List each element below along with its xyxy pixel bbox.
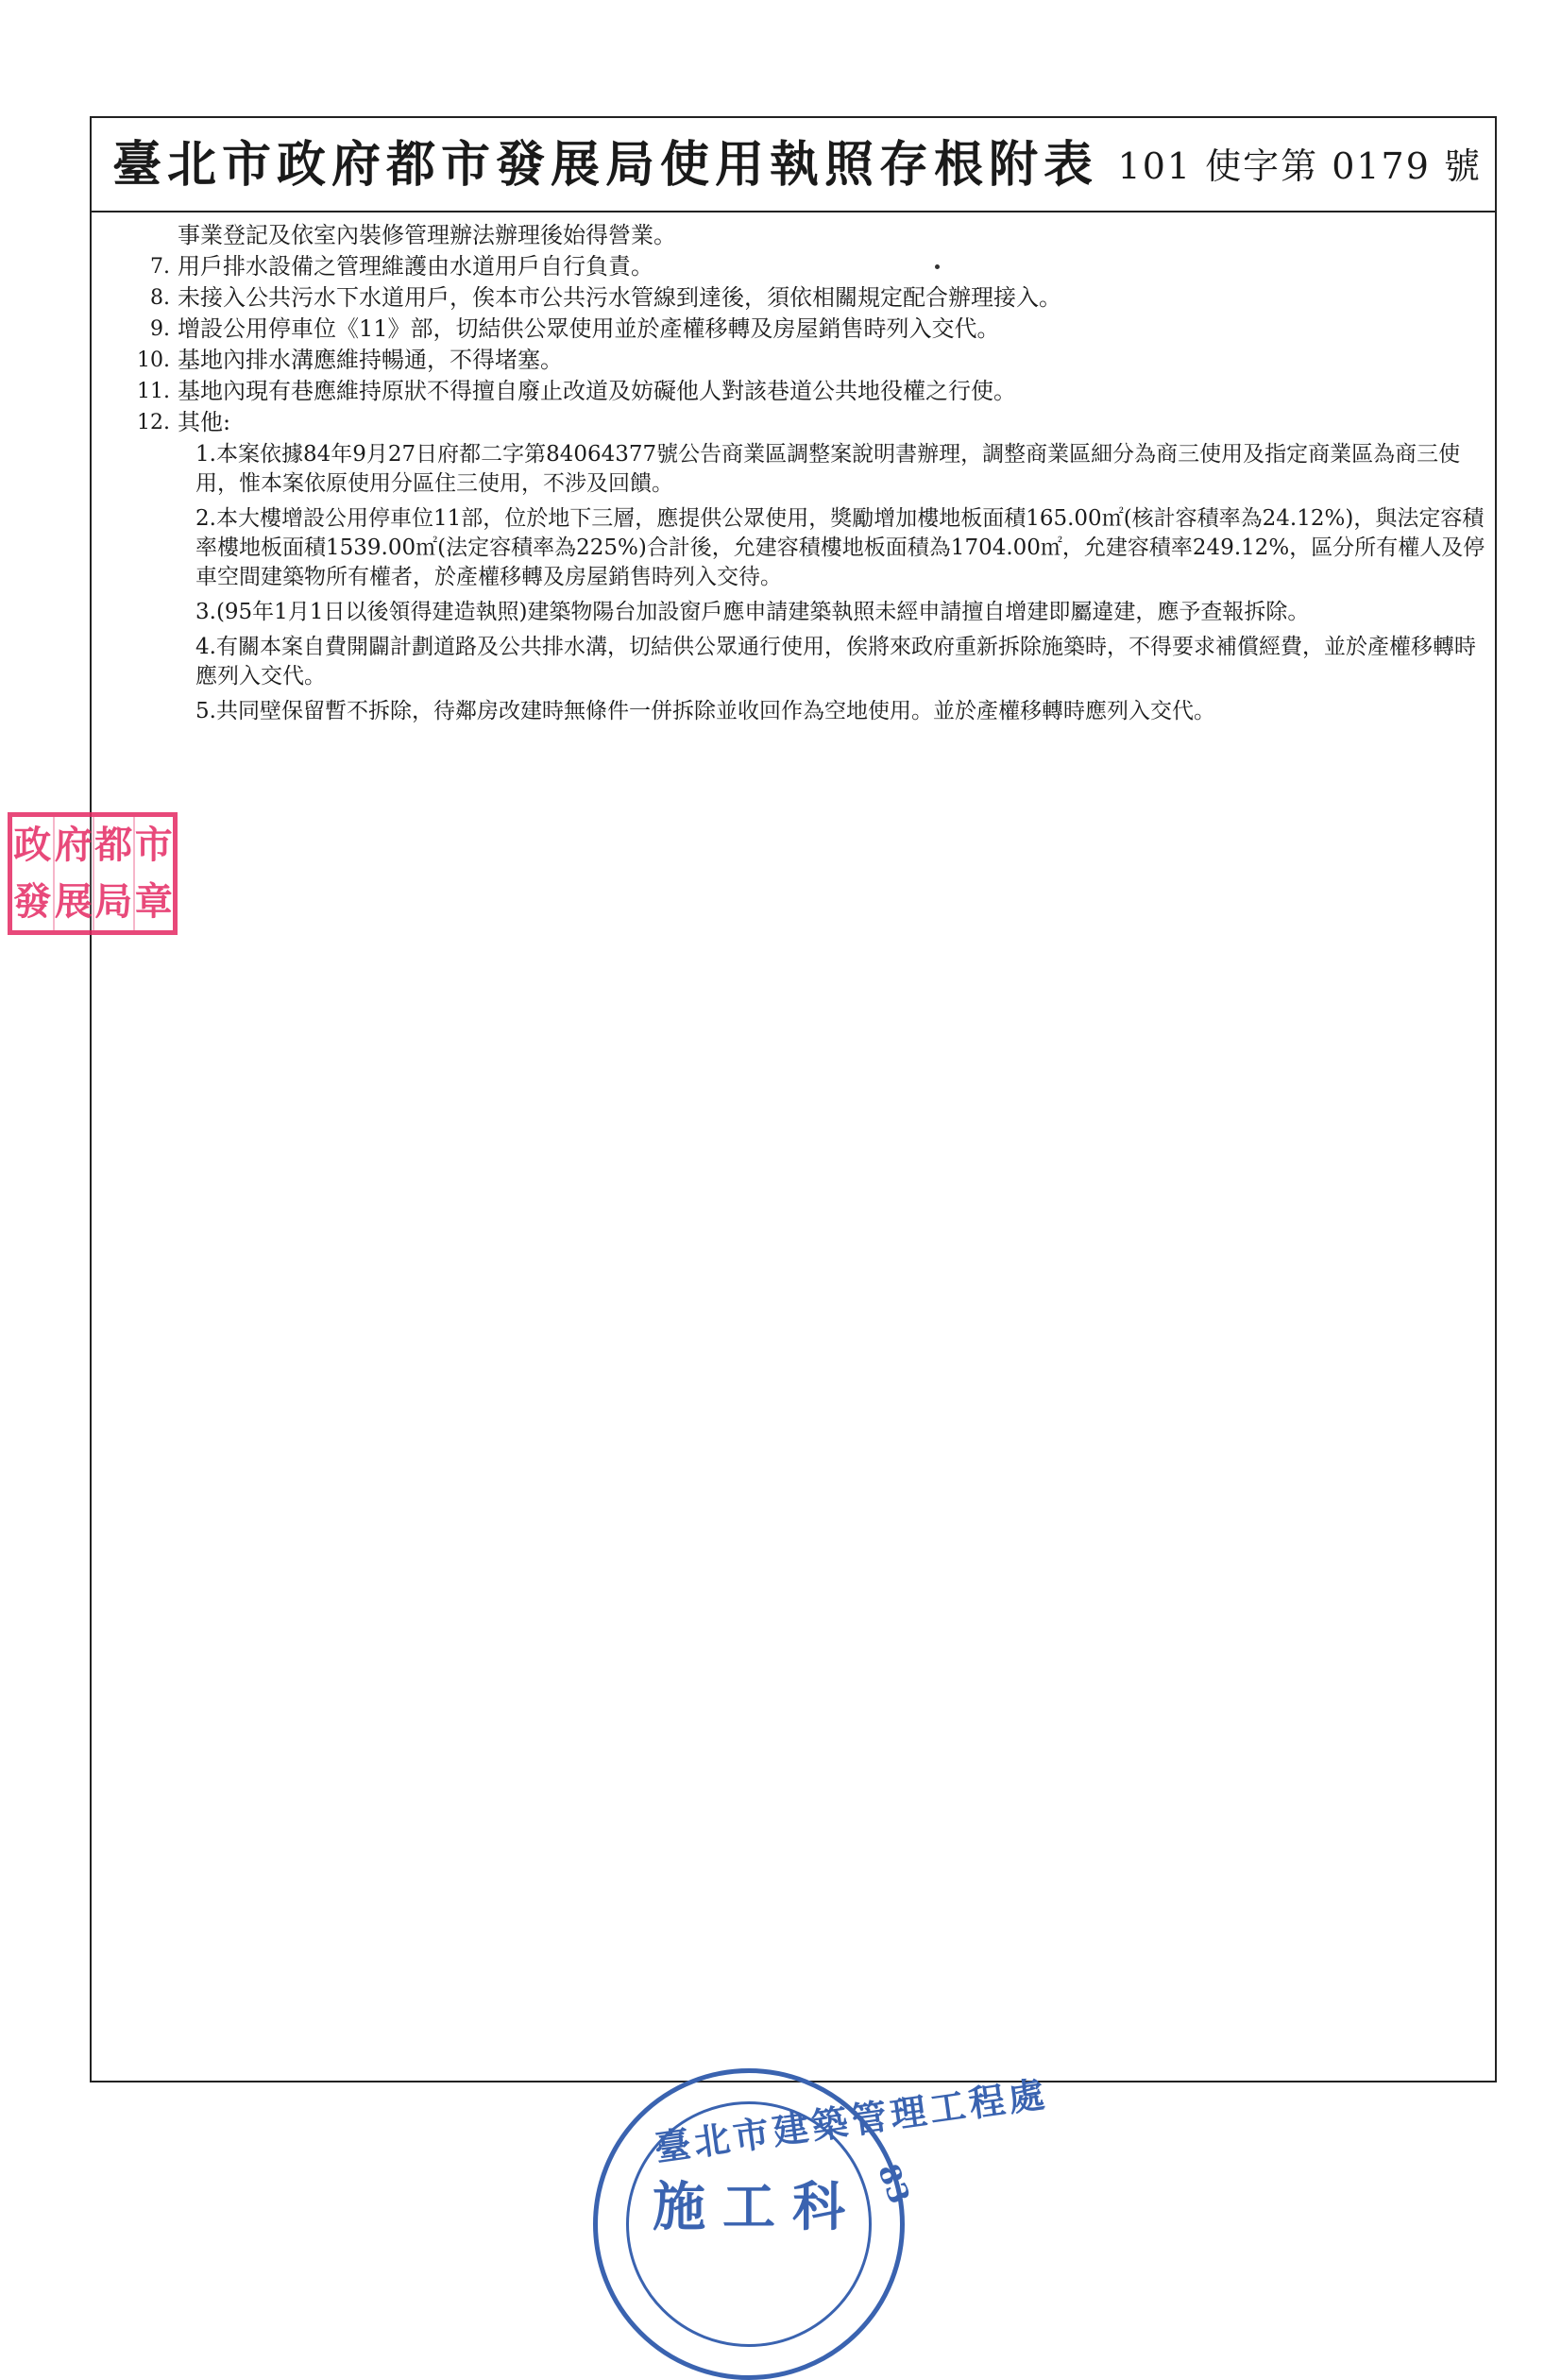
seal-char: 府 <box>53 817 93 874</box>
item-number: 9. <box>150 317 170 341</box>
list-item <box>127 220 1487 251</box>
item-number: 10. <box>137 348 170 372</box>
item-number: 11. <box>137 380 170 403</box>
seal-arc-text: 臺北市建築管理工程處 <box>652 2071 1051 2169</box>
seal-center-text: 施工科 <box>653 2176 862 2238</box>
item-text: 未接入公共污水下水道用戶，俟本市公共污水管線到達後，須依相關規定配合辦理接入。 <box>178 284 1061 311</box>
seal-char: 市 <box>133 817 174 874</box>
item-number: 7. <box>150 255 170 279</box>
scan-speck <box>935 264 940 269</box>
item-number: 12. <box>137 411 170 434</box>
seal-char: 發 <box>13 879 52 924</box>
seal-char: 章 <box>133 874 174 930</box>
other-condition-item: 5.共同壁保留暫不拆除，待鄰房改建時無條件一併拆除並收回作為空地使用。並於產權移轉時應列入交代。 <box>195 699 1215 723</box>
item-text: 事業登記及依室內裝修管理辦法辦理後始得營業。 <box>178 222 676 248</box>
document-header <box>92 118 1495 212</box>
other-condition-item: 2.本大樓增設公用停車位11部，位於地下三層，應提供公眾使用，獎勵增加樓地板面積165.00㎡(核計容積率為24.12%)，與法定容積率樓地板面積1539.00㎡(法定容積率為225%)合計後，允建容積樓地板面積為1704.00㎡，允建容積率249.12%，區分所有權人及停車空間建築物所有權者，於產權移轉及房屋銷售時列入交待。 <box>195 506 1485 589</box>
other-condition-item: 4.有關本案自費開闢計劃道路及公共排水溝，切結供公眾通行使用，俟將來政府重新拆除施築時，不得要求補償經費，並於產權移轉時應列入交代。 <box>195 635 1476 688</box>
permit-number: 101 使字第 0179 號 <box>1117 145 1482 187</box>
list-item <box>127 282 1487 314</box>
seal-char: 局 <box>93 874 133 930</box>
list-item <box>127 407 1487 438</box>
other-condition-item: 1.本案依據84年9月27日府都二字第84064377號公告商業區調整案說明書辦理，調整商業區細分為商三使用及指定商業區為商三使用，惟本案依原使用分區住三使用，不涉及回饋。 <box>195 442 1461 496</box>
seal-char: 政 <box>13 823 52 867</box>
seal-char: 展 <box>53 874 93 930</box>
item-text: 基地內現有巷應維持原狀不得擅自廢止改道及妨礙他人對該巷道公共地役權之行使。 <box>178 378 1016 404</box>
item-text: 用戶排水設備之管理維護由水道用戶自行負責。 <box>178 253 653 280</box>
blue-round-seal-stamp <box>593 2068 1051 2380</box>
item-number: 8. <box>150 286 170 310</box>
red-seal-stamp <box>8 812 178 935</box>
list-item <box>127 345 1487 376</box>
list-item <box>127 314 1487 345</box>
document-frame <box>90 116 1497 2082</box>
other-condition-item: 3.(95年1月1日以後領得建造執照)建築物陽台加設窗戶應申請建築執照未經申請擅自增建即屬違建，應予查報拆除。 <box>195 600 1310 624</box>
conditions-list <box>127 220 1487 732</box>
list-item <box>127 251 1487 282</box>
item-text: 其他: <box>178 409 231 435</box>
list-item <box>127 376 1487 407</box>
seal-number: 83 <box>871 2159 916 2209</box>
other-conditions-list <box>127 438 1487 726</box>
item-text: 增設公用停車位《11》部，切結供公眾使用並於產權移轉及房屋銷售時列入交代。 <box>178 315 1000 342</box>
document-title: 臺北市政府都市發展局使用執照存根附表 <box>112 136 1099 194</box>
item-text: 基地內排水溝應維持暢通，不得堵塞。 <box>178 347 563 373</box>
seal-char: 都 <box>93 817 133 874</box>
